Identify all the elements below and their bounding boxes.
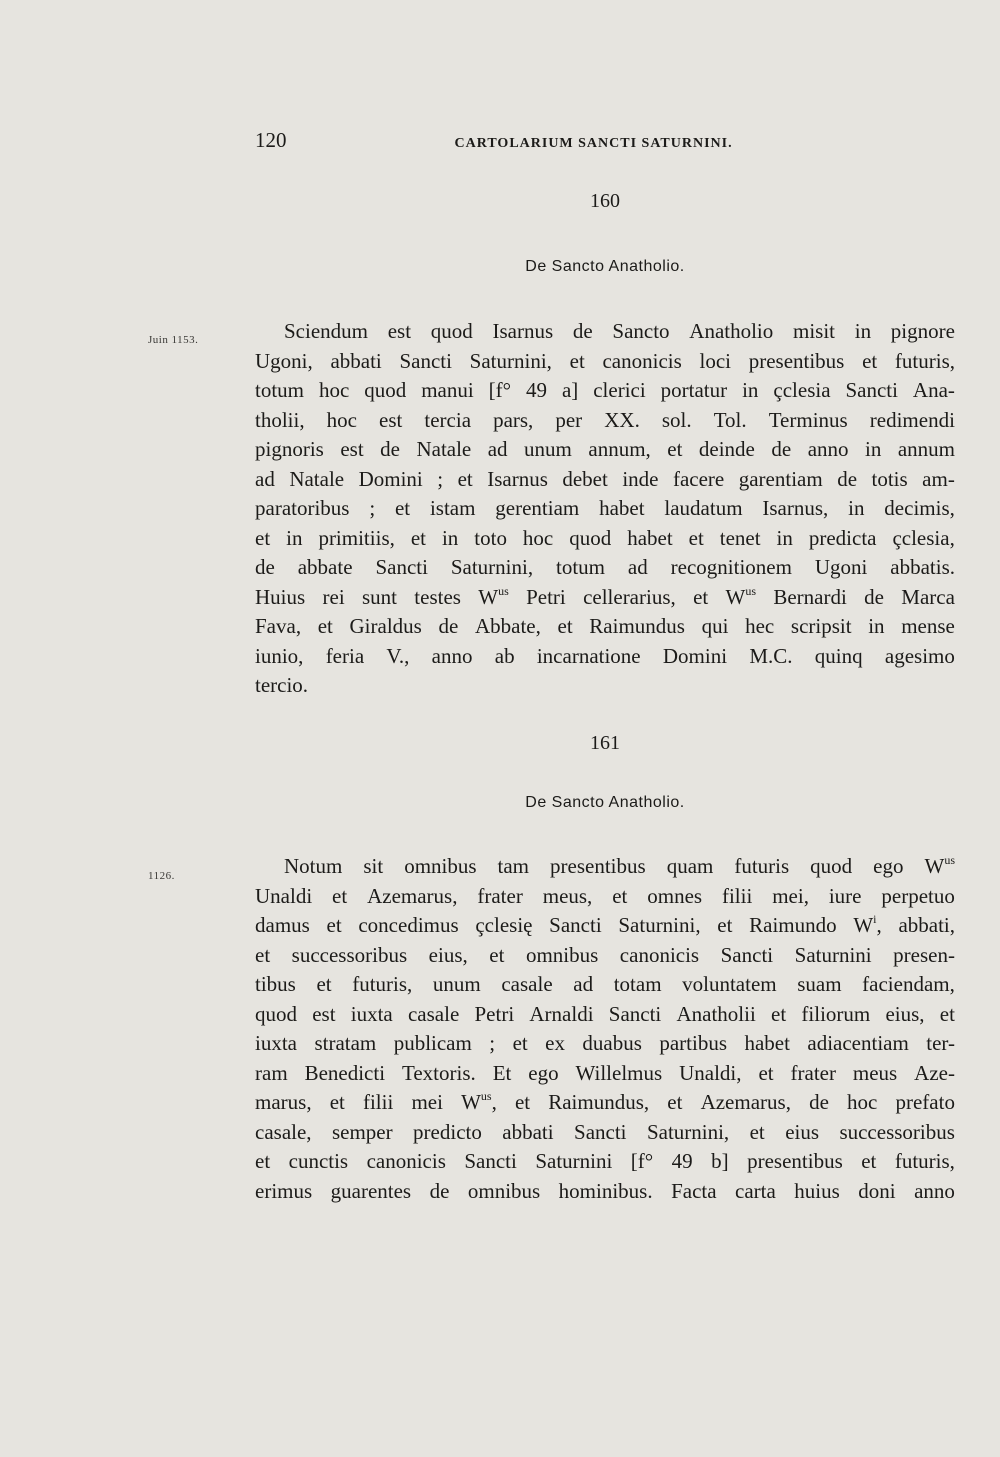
- text-line: tibus et futuris, unum casale ad totam voluntatem suam faciendam,: [255, 972, 955, 996]
- charter-text: [255, 317, 955, 701]
- text-line: tholii, hoc est tercia pars, per XX. sol. Tol. Terminus redimendi: [255, 407, 955, 432]
- text-line: totum hoc quod manui [f° 49 a] clerici portatur in çclesia Sancti Ana-: [255, 378, 955, 402]
- text-line: de abbate Sancti Saturnini, totum ad recognitionem Ugoni abbatis.: [255, 555, 955, 579]
- text-line: quod est iuxta casale Petri Arnaldi Sancti Anatholii et filiorum eius, et: [255, 1001, 955, 1026]
- text-line: paratoribus ; et istam gerentiam habet laudatum Isarnus, in decimis,: [255, 496, 955, 520]
- running-title: CARTOLARIUM SANCTI SATURNINI.: [454, 136, 733, 151]
- running-header: [255, 128, 955, 153]
- text-line: damus et concedimus çclesię Sancti Saturnini, et Raimundo $W^i$, abbati,: [255, 912, 955, 937]
- text-line: pignoris est de Natale ad unum annum, et deinde de anno in annum: [255, 437, 955, 461]
- charter-number: 161: [590, 732, 620, 754]
- margin-date: Juin 1153.: [148, 334, 199, 346]
- text-line: Notum sit omnibus tam presentibus quam futuris quod ego $W^{us}$: [284, 853, 955, 878]
- text-line: et successoribus eius, et omnibus canonicis Sancti Saturnini presen-: [255, 942, 955, 967]
- text-line: et in primitiis, et in toto hoc quod habet et tenet in predicta çclesia,: [255, 525, 955, 550]
- charter-text: [255, 852, 955, 1206]
- page-number: 120: [255, 128, 287, 152]
- text-line: iunio, feria V., anno ab incarnatione Domini M.C. quinq agesimo: [255, 643, 955, 668]
- text-line: iuxta stratam publicam ; et ex duabus partibus habet adiacentiam ter-: [255, 1031, 955, 1055]
- text-line: marus, et filii mei $W^{us}$, et Raimundus, et Azemarus, de hoc prefato: [255, 1089, 955, 1114]
- margin-date: 1126.: [148, 870, 175, 882]
- text-line: tercio.: [255, 673, 309, 697]
- text-line: Unaldi et Azemarus, frater meus, et omnes filii mei, iure perpetuo: [255, 883, 955, 908]
- text-line: Sciendum est quod Isarnus de Sancto Anatholio misit in pignore: [284, 319, 955, 343]
- charter-title: De Sancto Anatholio.: [525, 258, 685, 275]
- charter-title: De Sancto Anatholio.: [525, 794, 685, 811]
- text-line: ram Benedicti Textoris. Et ego Willelmus Unaldi, et frater meus Aze-: [255, 1060, 955, 1085]
- text-line: casale, semper predicto abbati Sancti Saturnini, et eius successoribus: [255, 1119, 955, 1144]
- text-line: Huius rei sunt testes $W^{us}$ Petri cellerarius, et $W^{us}$ Bernardi de Marca: [255, 583, 955, 609]
- text-line: et cunctis canonicis Sancti Saturnini [f° 49 b] presentibus et futuris,: [255, 1149, 955, 1173]
- charter-number: 160: [590, 190, 620, 212]
- text-line: Fava, et Giraldus de Abbate, et Raimundus qui hec scripsit in mense: [255, 614, 955, 638]
- text-line: Ugoni, abbati Sancti Saturnini, et canonicis loci presentibus et futuris,: [255, 348, 955, 373]
- text-line: erimus guarentes de omnibus hominibus. Facta carta huius doni anno: [255, 1178, 955, 1203]
- text-line: ad Natale Domini ; et Isarnus debet inde facere garentiam de totis am-: [255, 466, 955, 491]
